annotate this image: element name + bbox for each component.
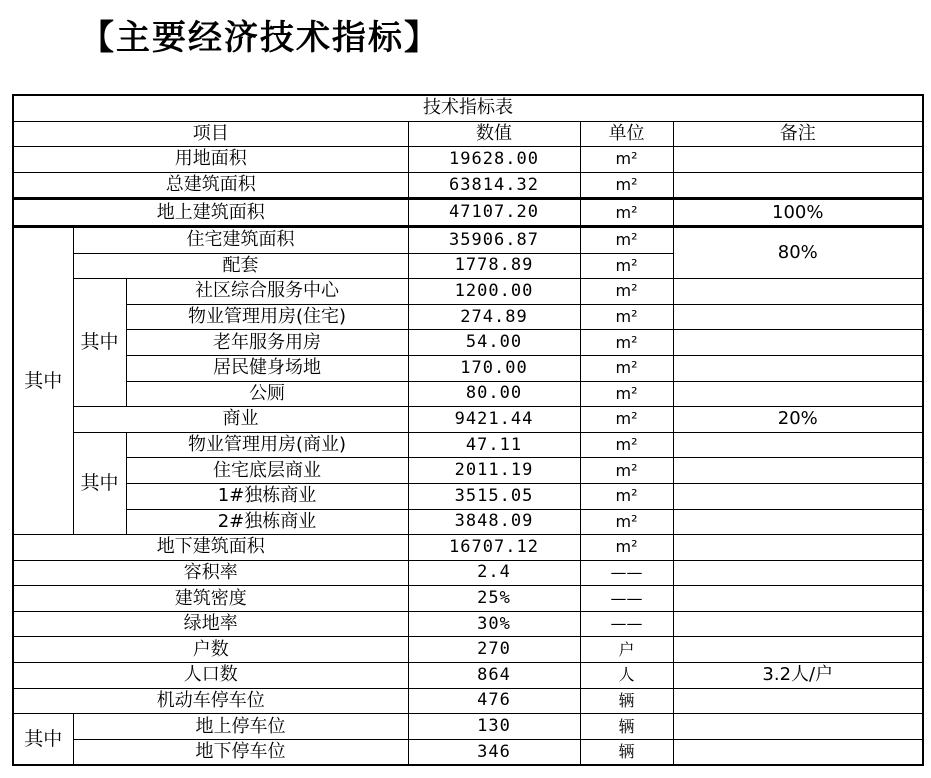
row-note (673, 611, 923, 637)
row-value: 47.11 (408, 432, 580, 458)
table-row (13, 586, 923, 612)
row-item: 地下建筑面积 (13, 535, 408, 561)
row-unit: 辆 (580, 688, 673, 714)
row-unit: 辆 (580, 714, 673, 740)
row-value: 274.89 (408, 304, 580, 330)
table-row (13, 560, 923, 586)
row-value: 1200.00 (408, 279, 580, 305)
row-item: 公厕 (126, 381, 408, 407)
row-unit: m² (580, 279, 673, 305)
row-item: 地下停车位 (73, 739, 408, 765)
row-note (673, 586, 923, 612)
row-unit: m² (580, 172, 673, 199)
row-value: 3515.05 (408, 483, 580, 509)
table-row (13, 739, 923, 765)
header-item: 项目 (13, 121, 408, 147)
group-label-parking: 其中 (13, 714, 73, 766)
table-row (13, 714, 923, 740)
row-unit: —— (580, 560, 673, 586)
header-value: 数值 (408, 121, 580, 147)
row-value: 80.00 (408, 381, 580, 407)
row-unit: m² (580, 199, 673, 227)
row-value: 864 (408, 663, 580, 689)
row-item: 用地面积 (13, 147, 408, 173)
table-row (13, 330, 923, 356)
row-note (673, 330, 923, 356)
row-item: 绿地率 (13, 611, 408, 637)
row-unit: m² (580, 226, 673, 253)
row-note (673, 355, 923, 381)
table-row (13, 458, 923, 484)
table-row (13, 611, 923, 637)
row-value: 19628.00 (408, 147, 580, 173)
row-note (673, 432, 923, 458)
table-row (13, 407, 923, 433)
row-note (673, 147, 923, 173)
row-value: 2011.19 (408, 458, 580, 484)
row-value: 25% (408, 586, 580, 612)
row-value: 35906.87 (408, 226, 580, 253)
row-note (673, 637, 923, 663)
row-value: 54.00 (408, 330, 580, 356)
table-row (13, 663, 923, 689)
row-value: 9421.44 (408, 407, 580, 433)
row-unit: m² (580, 355, 673, 381)
row-value: 47107.20 (408, 199, 580, 227)
row-unit: m² (580, 509, 673, 535)
row-unit: m² (580, 432, 673, 458)
row-note (673, 172, 923, 199)
row-note: 3.2人/户 (673, 663, 923, 689)
row-note (673, 535, 923, 561)
row-item: 容积率 (13, 560, 408, 586)
row-unit: m² (580, 483, 673, 509)
table-row (13, 199, 923, 227)
header-note: 备注 (673, 121, 923, 147)
row-note (673, 714, 923, 740)
table-row (13, 172, 923, 199)
row-unit: m² (580, 147, 673, 173)
row-note (673, 458, 923, 484)
row-unit: m² (580, 535, 673, 561)
row-value: 63814.32 (408, 172, 580, 199)
row-item: 社区综合服务中心 (126, 279, 408, 305)
group-label-supporting: 其中 (73, 279, 126, 407)
group-label-above-ground: 其中 (13, 226, 73, 534)
table-row (13, 483, 923, 509)
row-item: 老年服务用房 (126, 330, 408, 356)
row-item: 地上建筑面积 (13, 199, 408, 227)
tech-indicators-table (12, 94, 924, 766)
table-caption-row (13, 95, 923, 121)
table-row (13, 279, 923, 305)
table-row (13, 432, 923, 458)
table-row (13, 688, 923, 714)
row-unit: m² (580, 458, 673, 484)
table-row (13, 535, 923, 561)
table-row (13, 509, 923, 535)
row-unit: m² (580, 330, 673, 356)
row-unit: m² (580, 253, 673, 279)
row-note (673, 688, 923, 714)
row-item: 户数 (13, 637, 408, 663)
table-row (13, 381, 923, 407)
row-unit: —— (580, 586, 673, 612)
row-unit: —— (580, 611, 673, 637)
table-row (13, 147, 923, 173)
row-item: 物业管理用房(住宅) (126, 304, 408, 330)
table-caption: 技术指标表 (13, 95, 923, 121)
table-row (13, 226, 923, 253)
row-unit: m² (580, 381, 673, 407)
row-note (673, 509, 923, 535)
row-value: 170.00 (408, 355, 580, 381)
row-value: 346 (408, 739, 580, 765)
row-unit: 户 (580, 637, 673, 663)
row-item: 商业 (73, 407, 408, 433)
row-note: 100% (673, 199, 923, 227)
row-value: 1778.89 (408, 253, 580, 279)
row-item: 人口数 (13, 663, 408, 689)
row-value: 2.4 (408, 560, 580, 586)
row-note (673, 304, 923, 330)
row-item: 建筑密度 (13, 586, 408, 612)
row-value: 16707.12 (408, 535, 580, 561)
header-unit: 单位 (580, 121, 673, 147)
row-item: 配套 (73, 253, 408, 279)
row-item: 居民健身场地 (126, 355, 408, 381)
row-note (673, 739, 923, 765)
table-row (13, 304, 923, 330)
row-item: 住宅建筑面积 (73, 226, 408, 253)
row-unit: 人 (580, 663, 673, 689)
row-note (673, 279, 923, 305)
row-item: 2#独栋商业 (126, 509, 408, 535)
row-item: 住宅底层商业 (126, 458, 408, 484)
table-row (13, 637, 923, 663)
table-header-row (13, 121, 923, 147)
row-item: 地上停车位 (73, 714, 408, 740)
row-note (673, 560, 923, 586)
row-value: 130 (408, 714, 580, 740)
row-item: 总建筑面积 (13, 172, 408, 199)
row-note (673, 381, 923, 407)
row-note: 80% (673, 226, 923, 278)
row-value: 270 (408, 637, 580, 663)
row-unit: m² (580, 407, 673, 433)
row-unit: m² (580, 304, 673, 330)
row-value: 30% (408, 611, 580, 637)
table-row (13, 355, 923, 381)
group-label-commercial: 其中 (73, 432, 126, 534)
row-value: 3848.09 (408, 509, 580, 535)
row-note: 20% (673, 407, 923, 433)
row-item: 机动车停车位 (13, 688, 408, 714)
row-item: 物业管理用房(商业) (126, 432, 408, 458)
page-title: 【主要经济技术指标】 (80, 18, 440, 58)
row-value: 476 (408, 688, 580, 714)
row-note (673, 483, 923, 509)
row-item: 1#独栋商业 (126, 483, 408, 509)
row-unit: 辆 (580, 739, 673, 765)
